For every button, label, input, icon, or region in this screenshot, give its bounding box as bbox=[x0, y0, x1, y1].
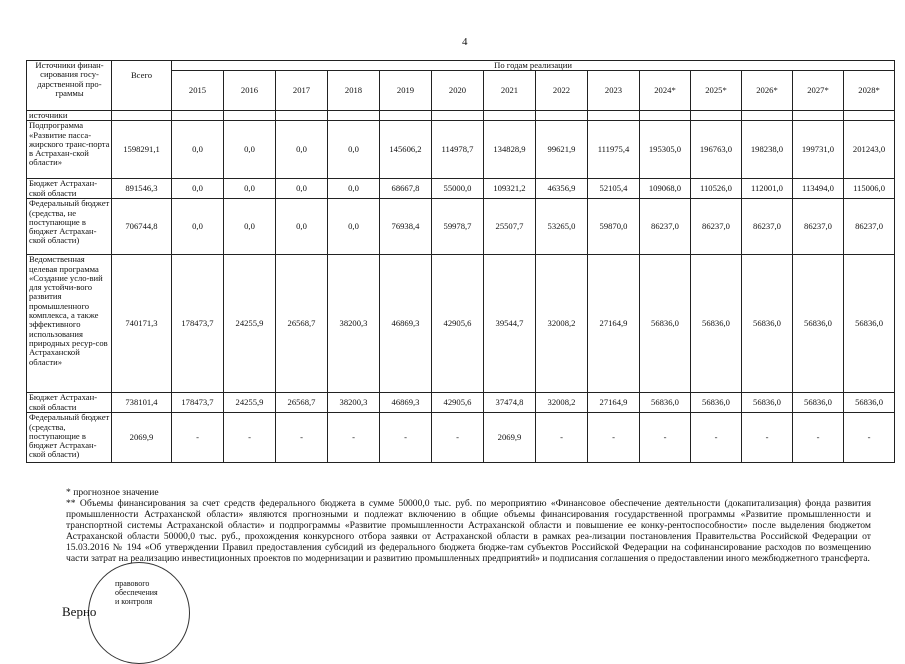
row-value: 115006,0 bbox=[844, 179, 895, 199]
header-year: 2015 bbox=[172, 71, 224, 111]
row-value: 0,0 bbox=[172, 179, 224, 199]
row-value: 0,0 bbox=[276, 199, 328, 255]
stamp-line-2: обеспечения bbox=[115, 588, 158, 597]
row-value: 26568,7 bbox=[276, 255, 328, 393]
row-value: 86237,0 bbox=[691, 199, 742, 255]
header-total: Всего bbox=[112, 61, 172, 111]
row-value: - bbox=[276, 413, 328, 463]
row-value: - bbox=[328, 413, 380, 463]
header-year: 2022 bbox=[536, 71, 588, 111]
row-value: 56836,0 bbox=[742, 393, 793, 413]
row-value: 24255,9 bbox=[224, 255, 276, 393]
row-value: 198238,0 bbox=[742, 121, 793, 179]
header-year: 2020 bbox=[432, 71, 484, 111]
table-row bbox=[27, 413, 895, 463]
row-value: 195305,0 bbox=[640, 121, 691, 179]
row-value: - bbox=[793, 413, 844, 463]
row-total: 1598291,1 bbox=[112, 121, 172, 179]
footnotes bbox=[66, 487, 871, 564]
header-year: 2027* bbox=[793, 71, 844, 111]
row-value: 26568,7 bbox=[276, 393, 328, 413]
row-value: 134828,9 bbox=[484, 121, 536, 179]
row-value: 56836,0 bbox=[742, 255, 793, 393]
row-value: 112001,0 bbox=[742, 179, 793, 199]
stamp-line-3: и контроля bbox=[115, 597, 153, 606]
row-total: 2069,9 bbox=[112, 413, 172, 463]
row-value: 111975,4 bbox=[588, 121, 640, 179]
row-value: - bbox=[742, 413, 793, 463]
row-value: 86237,0 bbox=[742, 199, 793, 255]
row-value: 114978,7 bbox=[432, 121, 484, 179]
header-source: Источники финан-сирования госу-дарственной про-граммы bbox=[27, 61, 112, 111]
row-value: 110526,0 bbox=[691, 179, 742, 199]
row-value: 178473,7 bbox=[172, 255, 224, 393]
row-value: 109321,2 bbox=[484, 179, 536, 199]
footnote-federal-budget: ** Объемы финансирования за счет средств федерального бюджета в сумме 50000,0 тыс. руб. по мероприятию «Финансовое обеспечение деятельности (докапитализация) фонда развития промышленности Астраханской области» являются прогнозными и подлежат включению в общие объемы финансирования государственной программы «Развитие промышленности и транспортной системы Астраханской области» и подпрограммы «Развитие промышленности Астраханской области и повышение ее конку-рентоспособности» после выделения бюджетом Астраханской области 50000,0 тыс. руб., прохождения конкурсного отбора заявки от Астраханской области в рамках реа-лизации постановления Правительства Российской Федерации от 15.03.2016 № 194 «Об утверждении Правил предоставления субсидий из федерального бюджета бюдже-там субъектов Российской Федерации на софинансирование расходов по возмещению части затрат на реализацию инвестиционных проектов по модернизации и развитию промышленных предприятий» и подписания соглашения о предоставлении иного межбюджетного трансферта. bbox=[66, 498, 871, 564]
row-value: - bbox=[640, 413, 691, 463]
row-value: 32008,2 bbox=[536, 255, 588, 393]
header-year: 2026* bbox=[742, 71, 793, 111]
header-year: 2023 bbox=[588, 71, 640, 111]
row-value: 0,0 bbox=[328, 199, 380, 255]
row-value: - bbox=[536, 413, 588, 463]
row-source: Бюджет Астрахан-ской области bbox=[27, 179, 112, 199]
header-year: 2025* bbox=[691, 71, 742, 111]
footnote-forecast: * прогнозное значение bbox=[66, 487, 159, 498]
row-value: 46869,3 bbox=[380, 255, 432, 393]
row-value: 25507,7 bbox=[484, 199, 536, 255]
row-value: 0,0 bbox=[276, 121, 328, 179]
row-total: 891546,3 bbox=[112, 179, 172, 199]
row-value: 56836,0 bbox=[640, 255, 691, 393]
row-value: 145606,2 bbox=[380, 121, 432, 179]
header-year: 2028* bbox=[844, 71, 895, 111]
row-value: 99621,9 bbox=[536, 121, 588, 179]
row-value: 199731,0 bbox=[793, 121, 844, 179]
row-value: 0,0 bbox=[276, 179, 328, 199]
certification-verno: Верно bbox=[62, 604, 97, 619]
row-source: Бюджет Астрахан-ской области bbox=[27, 393, 112, 413]
row-value: 201243,0 bbox=[844, 121, 895, 179]
row-value: - bbox=[432, 413, 484, 463]
sources-label: источники bbox=[27, 111, 112, 121]
row-value: 52105,4 bbox=[588, 179, 640, 199]
row-value: 56836,0 bbox=[691, 255, 742, 393]
stamp-line-1: правового bbox=[115, 579, 150, 588]
row-value: 59978,7 bbox=[432, 199, 484, 255]
row-value: 53265,0 bbox=[536, 199, 588, 255]
row-value: 86237,0 bbox=[640, 199, 691, 255]
page-number: 4 bbox=[462, 36, 468, 48]
row-value: 39544,7 bbox=[484, 255, 536, 393]
row-value: 24255,9 bbox=[224, 393, 276, 413]
row-value: 38200,3 bbox=[328, 393, 380, 413]
row-value: 196763,0 bbox=[691, 121, 742, 179]
row-value: 113494,0 bbox=[793, 179, 844, 199]
row-total: 738101,4 bbox=[112, 393, 172, 413]
row-value: - bbox=[588, 413, 640, 463]
row-value: 59870,0 bbox=[588, 199, 640, 255]
row-value: 109068,0 bbox=[640, 179, 691, 199]
row-value: - bbox=[844, 413, 895, 463]
row-value: 56836,0 bbox=[691, 393, 742, 413]
header-years-group: По годам реализации bbox=[172, 61, 895, 71]
row-value: - bbox=[380, 413, 432, 463]
header-year: 2024* bbox=[640, 71, 691, 111]
row-source: Подпрограмма «Развитие пасса-жирского транс-порта в Астрахан-ской области» bbox=[27, 121, 112, 179]
row-value: 0,0 bbox=[328, 179, 380, 199]
row-total: 740171,3 bbox=[112, 255, 172, 393]
row-value: - bbox=[691, 413, 742, 463]
row-value: 38200,3 bbox=[328, 255, 380, 393]
row-value: 68667,8 bbox=[380, 179, 432, 199]
row-source: Федеральный бюджет (средства, не поступающие в бюджет Астрахан-ской области) bbox=[27, 199, 112, 255]
row-value: 56836,0 bbox=[844, 393, 895, 413]
row-value: 56836,0 bbox=[844, 255, 895, 393]
row-value: 56836,0 bbox=[793, 393, 844, 413]
row-value: 86237,0 bbox=[793, 199, 844, 255]
row-value: 0,0 bbox=[172, 199, 224, 255]
row-total: 706744,8 bbox=[112, 199, 172, 255]
row-value: 55000,0 bbox=[432, 179, 484, 199]
row-value: 27164,9 bbox=[588, 393, 640, 413]
table-row bbox=[27, 255, 895, 393]
header-year: 2017 bbox=[276, 71, 328, 111]
row-value: - bbox=[224, 413, 276, 463]
header-year: 2018 bbox=[328, 71, 380, 111]
table-row bbox=[27, 393, 895, 413]
row-value: 2069,9 bbox=[484, 413, 536, 463]
row-value: 32008,2 bbox=[536, 393, 588, 413]
row-value: 46356,9 bbox=[536, 179, 588, 199]
row-value: 0,0 bbox=[172, 121, 224, 179]
row-value: 178473,7 bbox=[172, 393, 224, 413]
header-year: 2021 bbox=[484, 71, 536, 111]
row-value: 27164,9 bbox=[588, 255, 640, 393]
row-value: 37474,8 bbox=[484, 393, 536, 413]
row-value: 0,0 bbox=[328, 121, 380, 179]
row-value: 56836,0 bbox=[640, 393, 691, 413]
financing-table bbox=[26, 60, 895, 463]
table-row bbox=[27, 199, 895, 255]
row-value: 46869,3 bbox=[380, 393, 432, 413]
table-row bbox=[27, 179, 895, 199]
row-source: Ведомственная целевая программа «Создание усло-вий для устойчи-вого развития промышленного комплекса, а также эффективного использования природных ресур-сов Астраханской области» bbox=[27, 255, 112, 393]
official-stamp bbox=[88, 562, 190, 664]
row-source: Федеральный бюджет (средства, поступающие в бюджет Астрахан-ской области) bbox=[27, 413, 112, 463]
row-value: 0,0 bbox=[224, 121, 276, 179]
header-year: 2016 bbox=[224, 71, 276, 111]
table-row bbox=[27, 121, 895, 179]
row-value: - bbox=[172, 413, 224, 463]
row-value: 56836,0 bbox=[793, 255, 844, 393]
row-value: 42905,6 bbox=[432, 255, 484, 393]
row-value: 76938,4 bbox=[380, 199, 432, 255]
row-value: 86237,0 bbox=[844, 199, 895, 255]
header-year: 2019 bbox=[380, 71, 432, 111]
row-value: 0,0 bbox=[224, 179, 276, 199]
row-value: 42905,6 bbox=[432, 393, 484, 413]
row-value: 0,0 bbox=[224, 199, 276, 255]
